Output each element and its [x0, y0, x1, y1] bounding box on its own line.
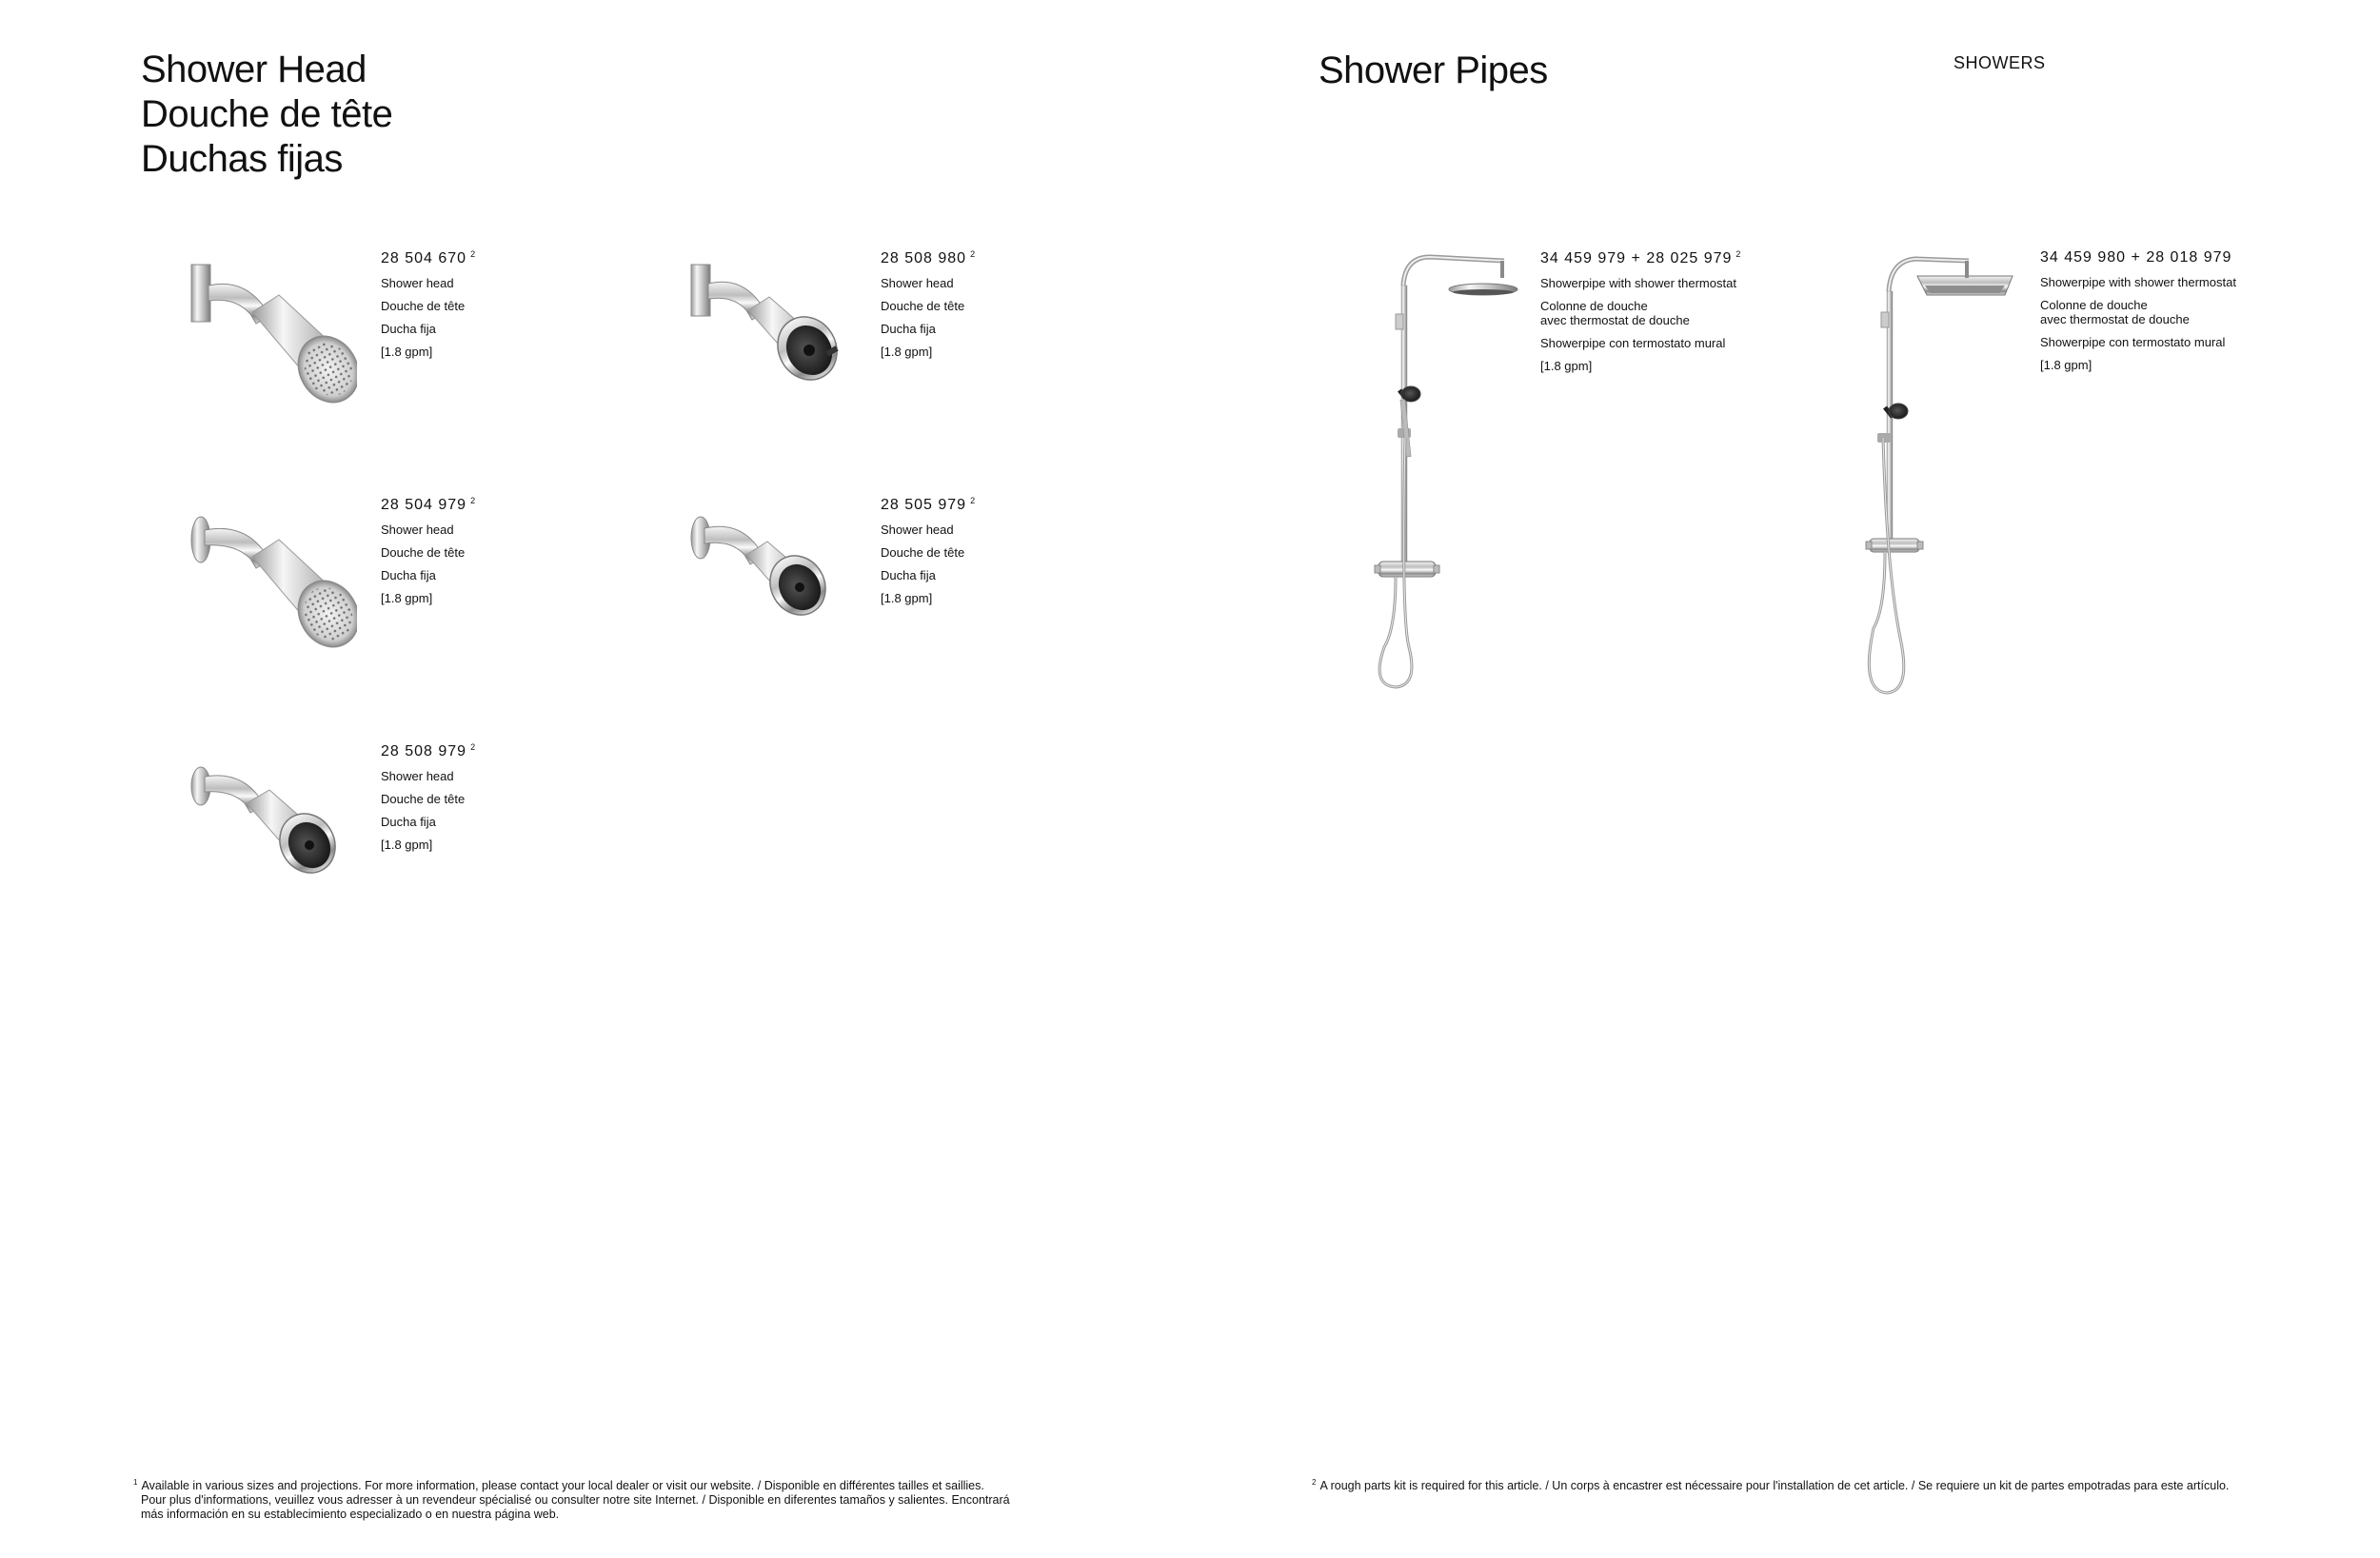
footnote-right: [1312, 1475, 2229, 1493]
product-code: [381, 742, 475, 760]
footnote-marker: 1: [133, 1478, 138, 1487]
product-code: [1540, 249, 1740, 267]
product-desc-en: Shower head: [381, 276, 454, 290]
product-desc-en: Shower head: [881, 276, 954, 290]
product-desc-fr: Douche de tête: [881, 299, 965, 313]
footnote-text: Available in various sizes and projections. For more information, please contact your local dealer or visit our website. / Disponible en différentes tailles et saillies.: [141, 1479, 984, 1492]
showerpipe-34-459-979: [1540, 249, 1740, 382]
code-text: 28 505 979: [881, 497, 967, 513]
cone-shower-head-round-flange-icon: [186, 509, 357, 652]
cone-shower-head-square-flange-icon: [186, 257, 357, 409]
showerpipe-square-head-icon: [1856, 247, 2018, 704]
product-desc-es: Ducha fija: [881, 322, 936, 336]
product-desc-es: Showerpipe con termostato mural: [1540, 336, 1726, 350]
multi-function-shower-head-round-flange-icon: [685, 509, 838, 623]
page-title-shower-head: [141, 48, 392, 182]
product-28-504-670: [381, 249, 475, 367]
product-desc-en: Showerpipe with shower thermostat: [1540, 276, 1736, 290]
product-flow-rate: [1.8 gpm]: [1540, 359, 1593, 373]
footnote-marker: 2: [1312, 1478, 1317, 1487]
product-desc-fr: [1540, 299, 1740, 327]
product-desc-fr: Douche de tête: [381, 299, 466, 313]
code-text: 34 459 979 + 28 025 979: [1540, 250, 1733, 266]
product-code: [2040, 249, 2236, 266]
product-code: [881, 496, 975, 514]
title-line-en: Shower Head: [141, 49, 367, 90]
product-28-508-979: [381, 742, 475, 860]
title-line-fr: Douche de tête: [141, 93, 393, 135]
product-flow-rate: [1.8 gpm]: [381, 838, 433, 852]
product-code: [381, 249, 475, 267]
compact-multi-function-shower-head-icon: [186, 761, 347, 885]
footnote-ref: 2: [970, 249, 976, 259]
showerpipe-round-head-icon: [1361, 247, 1523, 704]
product-flow-rate: [1.8 gpm]: [881, 591, 933, 605]
footnote-left-line-3: más información en su establecimiento especializado o en nuestra página web.: [141, 1508, 560, 1521]
footnote-text: A rough parts kit is required for this article. / Un corps à encastrer est nécessaire pour l'installation de cet article. / Se requiere un kit de partes empotradas para este artículo.: [1319, 1479, 2230, 1492]
product-28-508-980: [881, 249, 975, 367]
product-desc-es: Ducha fija: [881, 568, 936, 582]
code-text: 28 508 979: [381, 743, 467, 759]
product-desc-fr: Douche de tête: [381, 792, 466, 806]
product-28-504-979: [381, 496, 475, 614]
product-desc-es: Showerpipe con termostato mural: [2040, 335, 2226, 349]
footnote-ref: 2: [470, 496, 476, 505]
product-desc-es: Ducha fija: [381, 815, 436, 829]
showerpipe-34-459-980: [2040, 249, 2236, 381]
product-desc-en: Shower head: [381, 769, 454, 783]
desc-fr-line-2: avec thermostat de douche: [1540, 313, 1690, 327]
footnote-ref: 2: [470, 742, 476, 752]
product-desc-es: Ducha fija: [381, 322, 436, 336]
footnote-left: [133, 1475, 1010, 1522]
footnote-ref: 2: [470, 249, 476, 259]
code-text: 34 459 980 + 28 018 979: [2040, 249, 2232, 266]
code-text: 28 504 979: [381, 497, 467, 513]
product-flow-rate: [1.8 gpm]: [381, 345, 433, 359]
footnote-left-line-2: Pour plus d'informations, veuillez vous adresser à un revendeur spécialisé ou consulter notre site Internet. / Disponible en diferentes tamaños y salientes. Encontrará: [141, 1493, 1010, 1507]
multi-function-shower-head-square-flange-icon: [685, 257, 847, 390]
desc-fr-line-2: avec thermostat de douche: [2040, 312, 2190, 326]
desc-fr-line-1: Colonne de douche: [2040, 298, 2148, 312]
product-desc-en: Shower head: [881, 523, 954, 537]
footnote-ref: 2: [1735, 249, 1741, 259]
title-line-es: Duchas fijas: [141, 138, 343, 180]
code-text: 28 504 670: [381, 250, 467, 266]
product-desc-en: Shower head: [381, 523, 454, 537]
footnote-ref: 2: [970, 496, 976, 505]
product-flow-rate: [1.8 gpm]: [381, 591, 433, 605]
product-flow-rate: [1.8 gpm]: [881, 345, 933, 359]
product-code: [881, 249, 975, 267]
page-title-shower-pipes: Shower Pipes: [1319, 49, 1548, 91]
product-flow-rate: [1.8 gpm]: [2040, 358, 2092, 372]
product-desc-fr: Douche de tête: [881, 545, 965, 560]
desc-fr-line-1: Colonne de douche: [1540, 299, 1648, 313]
product-desc-fr: [2040, 298, 2236, 326]
product-desc-fr: Douche de tête: [381, 545, 466, 560]
product-code: [381, 496, 475, 514]
code-text: 28 508 980: [881, 250, 967, 266]
product-desc-en: Showerpipe with shower thermostat: [2040, 275, 2236, 289]
footnote-left-line-1: [133, 1475, 1010, 1493]
section-tag: SHOWERS: [1954, 53, 2046, 72]
product-desc-es: Ducha fija: [381, 568, 436, 582]
product-28-505-979: [881, 496, 975, 614]
